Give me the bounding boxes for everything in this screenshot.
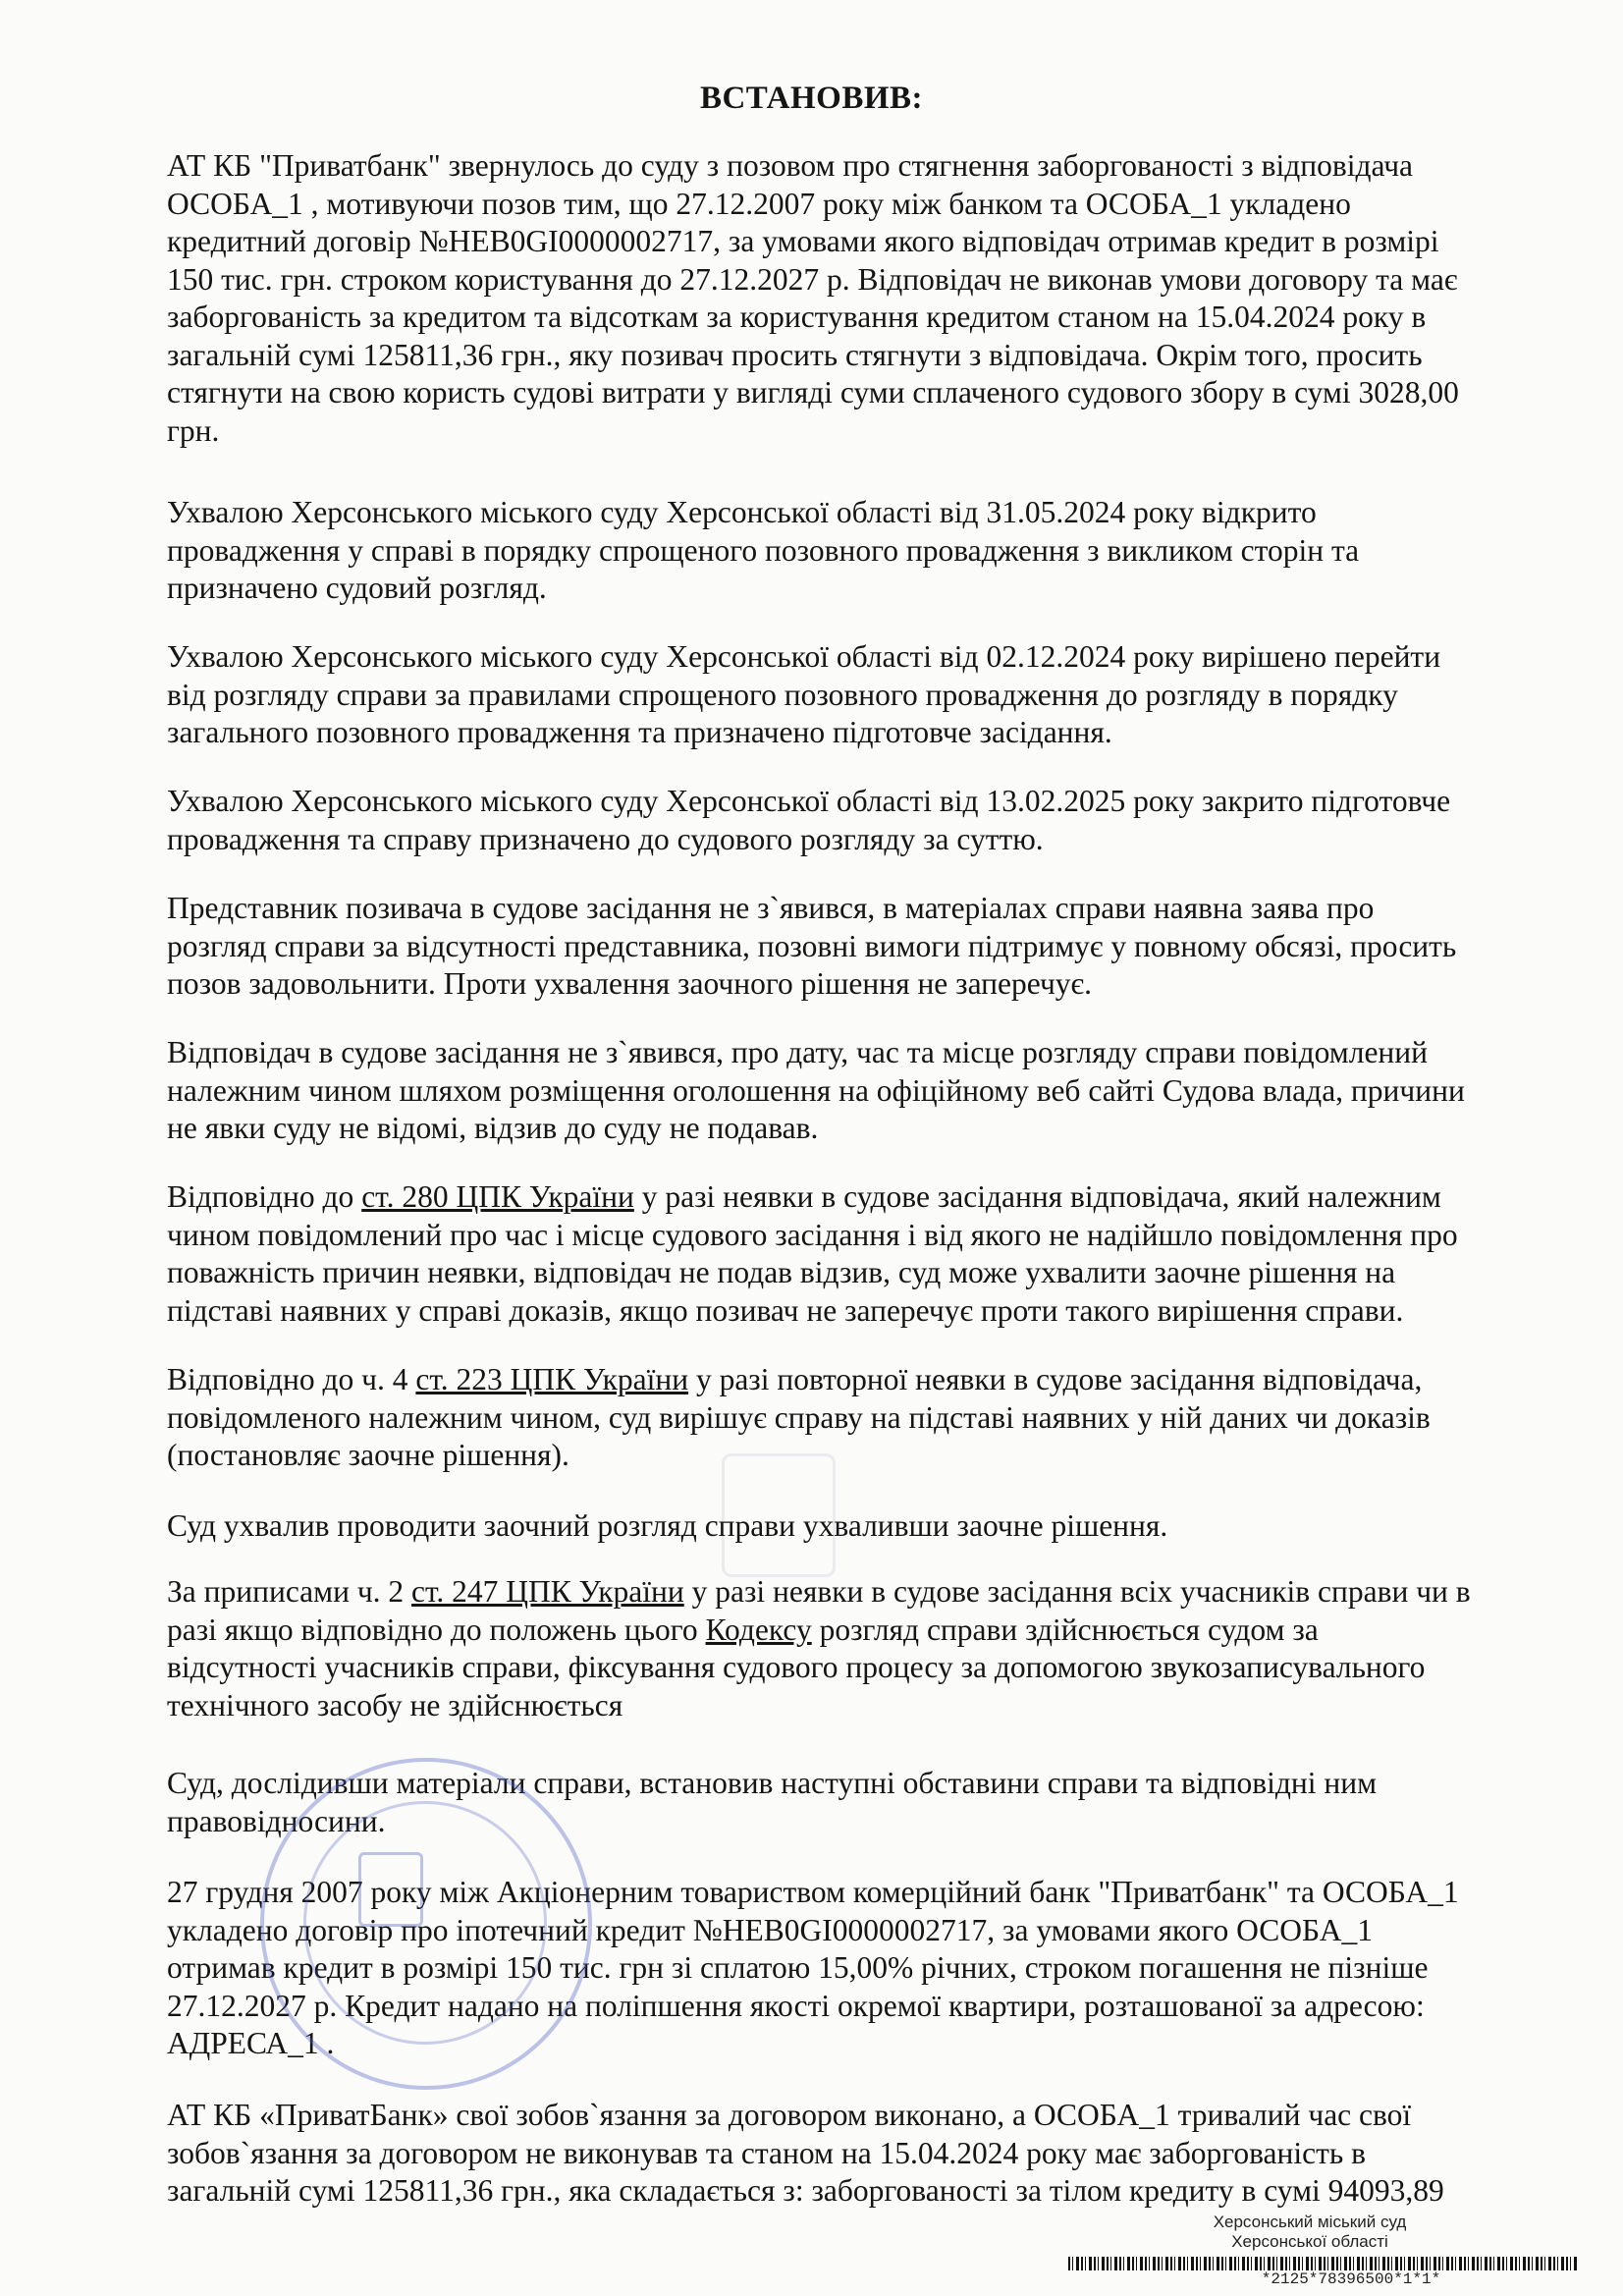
paragraph-article-280: Відповідно до ст. 280 ЦПК України у разі неявки в судове засідання відповідача, який належним чином повідомлений про час і місце судового засідання і від якого не надійшло повідомлення про поважність причин неявки, відповідач не подав відзив, суд може ухвалити заочне рішення на підставі наявних у справі доказів, якщо позивач не заперечує проти такого вирішення справи. [167,1179,1458,1328]
paragraph-default-decision: Суд ухвалив проводити заочний розгляд справи ухваливши заочне рішення. [167,1508,1168,1543]
paragraph-ruling-closing: Ухвалою Херсонського міського суду Херсонської області від 13.02.2025 року закрито підготовче провадження та справу призначено до судового розгляду за суттю. [167,784,1451,856]
paragraph-ruling-transfer: Ухвалою Херсонського міського суду Херсонської області від 02.12.2024 року вирішено перейти від розгляду справи за правилами спрощеного позовного провадження до розгляду в порядку загального позовного провадження та призначено підготовче засідання. [167,639,1441,749]
link-article-223[interactable]: ст. 223 ЦПК України [415,1362,689,1396]
paragraph-article-223: Відповідно до ч. 4 ст. 223 ЦПК України у разі повторної неявки в судове засідання відповідача, повідомленого належним чином, суд вирішує справу на підставі наявних у ній даних чи доказів (постановляє заочне рішення). [167,1362,1431,1472]
paragraph-ruling-opening: Ухвалою Херсонського міського суду Херсонської області від 31.05.2024 року відкрито провадження у справі в порядку спрощеного позовного провадження з викликом сторін та призначено судовий розгляд. [167,495,1360,605]
paragraph-credit-agreement: 27 грудня 2007 року між Акціонерним товариством комерційний банк "Приватбанк" та ОСОБА_1 укладено договір про іпотечний кредит №НЕВ0GI0000002717, за умовами якого ОСОБА_1 отримав кредит в розмірі 150 тис. грн зі сплатою 15,00% річних, строком погашення не пізніше 27.12.2027 р. Кредит надано на поліпшення якості окремої квартири, розташованої за адресою: АДРЕСА_1 . [167,1875,1459,2060]
section-heading: ВСТАНОВИВ: [699,81,924,116]
paragraph-debt: АТ КБ «ПриватБанк» свої зобов`язання за договором виконано, а ОСОБА_1 тривалий час свої зобов`язання за договором не виконував та станом на 15.04.2024 року має заборгованість в загальній сумі 125811,36 грн., яка складається з: заборгованості за тілом кредиту в сумі 94093,89 [167,2098,1444,2208]
barcode [1068,2257,1579,2270]
court-name-stamp: Херсонський міський суд Херсонської області [1213,2213,1407,2251]
paragraph-claim: АТ КБ "Приватбанк" звернулось до суду з позовом про стягнення заборгованості з відповідача ОСОБА_1 , мотивуючи позов тим, що 27.12.2007 року між банком та ОСОБА_1 укладено кредитний договір №НЕВ0GI0000002717, за умовами якого відповідач отримав кредит в розмірі 150 тис. грн. строком користування до 27.12.2027 р. Відповідач не виконав умови договору та має заборгованість за кредитом та відсоткам за користування кредитом станом на 15.04.2024 року в загальній сумі 125811,36 грн., яку позивач просить стягнути з відповідача. Окрім того, просить стягнути на свою користь судові витрати у вигляді суми сплаченого судового збору в сумі 3028,00 грн. [167,148,1459,448]
link-code[interactable]: Кодексу [705,1612,812,1647]
link-article-280[interactable]: ст. 280 ЦПК України [361,1179,634,1214]
paragraph-article-247: За приписами ч. 2 ст. 247 ЦПК України у разі неявки в судове засідання всіх учасників справи чи в разі якщо відповідно до положень цього Кодексу розгляд справи здійснюється судом за відсутності учасників справи, фіксування судового процесу за допомогою звукозаписувального технічного засобу не здійснюється [167,1574,1471,1722]
link-article-247[interactable]: ст. 247 ЦПК України [411,1574,684,1609]
paragraph-plaintiff-representative: Представник позивача в судове засідання не з`явився, в матеріалах справи наявна заява про розгляд справи за відсутності представника, позовні вимоги підтримує у повному обсязі, просить позов задовольнити. Проти ухвалення заочного рішення не заперечує. [167,891,1457,1001]
paragraph-defendant-absence: Відповідач в судове засідання не з`явився, про дату, час та місце розгляду справи повідомлений належним чином шляхом розміщення оголошення на офіційному веб сайті Судова влада, причини не явки суду не відомі, відзив до суду не подавав. [167,1035,1465,1145]
barcode-number: *2125*78396500*1*1* [1261,2270,1441,2288]
paragraph-findings-intro: Суд, дослідивши матеріали справи, встановив наступні обставини справи та відповідні ним правовідносини. [167,1766,1378,1838]
